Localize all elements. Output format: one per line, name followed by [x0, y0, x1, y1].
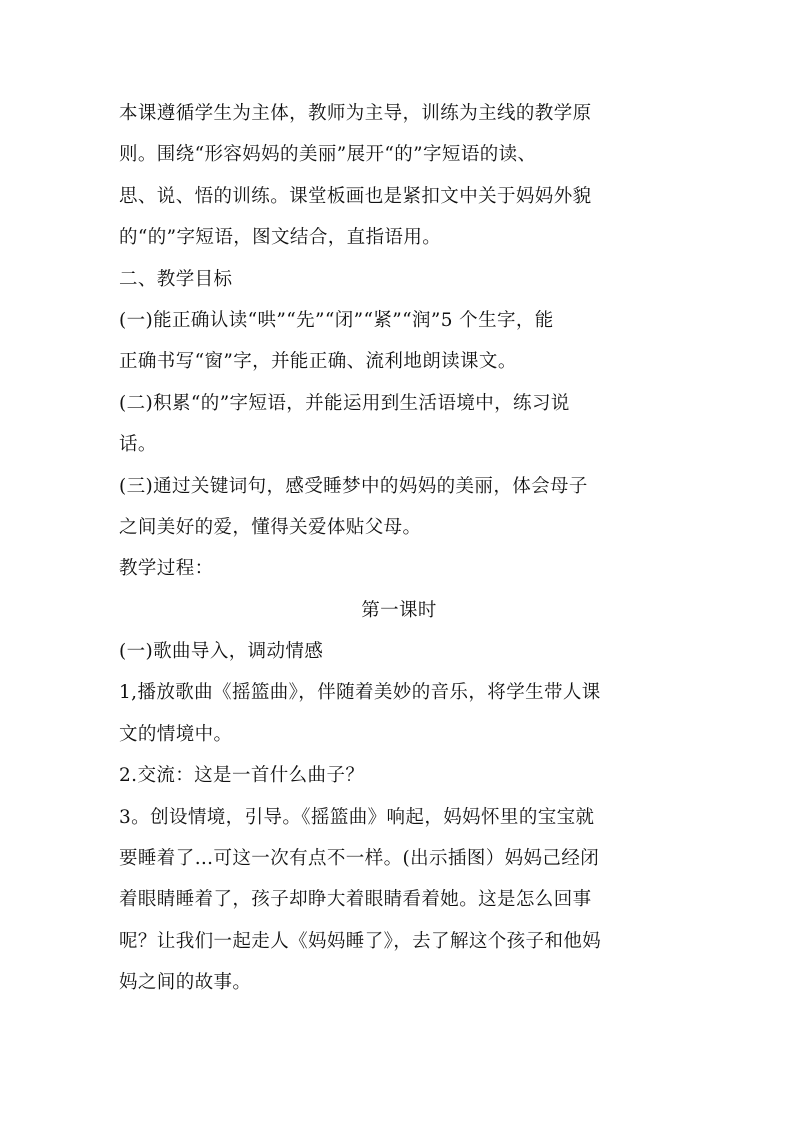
paragraph-line: 3。创设情境，引导。《摇篮曲》响起，妈妈怀里的宝宝就	[119, 806, 595, 828]
paragraph-line: 的“的”字短语，图文结合，直指语用。	[119, 227, 442, 249]
paragraph-line: 要睡着了…可这一次有点不一样。(出示插图）妈妈己经闭	[119, 848, 600, 870]
paragraph-line: 2.交流：这是一首什么曲子？	[119, 765, 365, 787]
subsection-heading: (一)歌曲导入，调动情感	[119, 641, 324, 663]
paragraph-line: 1,播放歌曲《摇篮曲》，伴随着美妙的音乐，将学生带人课	[119, 682, 601, 704]
paragraph-line: (二)积累“的”字短语，并能运用到生活语境中，练习说	[119, 392, 570, 414]
section-heading: 教学过程：	[119, 558, 214, 580]
paragraph-line: 正确书写“窗”字，并能正确、流利地朗读课文。	[119, 351, 517, 373]
paragraph-line: 话。	[119, 434, 157, 456]
paragraph-line: (一)能正确认读“哄”“先”“闭”“紧”“润”5 个生字，能	[119, 309, 554, 331]
paragraph-line: 呢？让我们一起走人《妈妈睡了》，去了解这个孩子和他妈	[119, 930, 602, 952]
paragraph-line: 着眼睛睡着了，孩子却睁大着眼睛看着她。这是怎么回事	[119, 889, 592, 911]
paragraph-line: 文的情境中。	[119, 723, 233, 745]
paragraph-line: 本课遵循学生为主体，教师为主导，训练为主线的教学原	[119, 103, 592, 124]
lesson-title: 第一课时	[361, 599, 437, 621]
document-body	[119, 93, 679, 1004]
paragraph-line: 思、说、悟的训练。课堂板画也是紧扣文中关于妈妈外貌	[119, 185, 592, 207]
paragraph-line: 妈之间的故事。	[119, 972, 252, 994]
paragraph-line: (三)通过关键词句，感受睡梦中的妈妈的美丽，体会母子	[119, 475, 588, 497]
paragraph-line: 之间美好的爱，懂得关爱体贴父母。	[119, 516, 422, 538]
paragraph-line: 则。围绕“形容妈妈的美丽”展开“的”字短语的读、	[119, 144, 537, 166]
section-heading: 二、教学目标	[119, 268, 233, 290]
